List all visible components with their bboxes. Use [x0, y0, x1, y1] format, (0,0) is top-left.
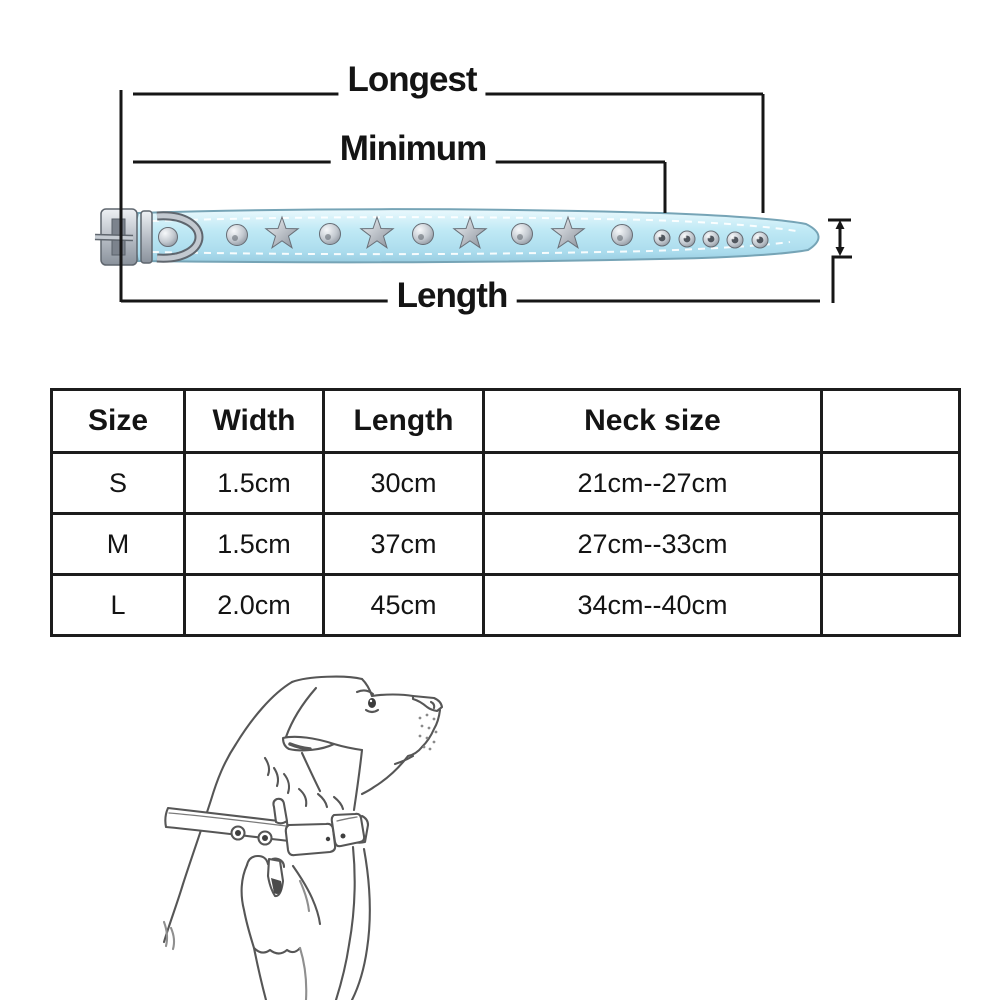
table-header-row — [52, 390, 960, 453]
cell-m-length: 37cm — [324, 514, 484, 575]
cell-s-width: 1.5cm — [185, 453, 324, 514]
cell-s-length: 30cm — [324, 453, 484, 514]
header-size: Size — [52, 390, 185, 453]
longest-label: Longest — [338, 61, 485, 100]
header-neck-size: Neck size — [484, 390, 822, 453]
header-width: Width — [185, 390, 324, 453]
cell-s-neck: 21cm--27cm — [484, 453, 822, 514]
header-length: Length — [324, 390, 484, 453]
dimension-lines — [121, 90, 852, 303]
cell-l-length: 45cm — [324, 575, 484, 636]
dog-sketch — [150, 650, 650, 1000]
table-row-m — [52, 514, 960, 575]
table-row-s — [52, 453, 960, 514]
size-table — [50, 388, 961, 637]
width-arrow — [828, 220, 852, 303]
cell-s-empty — [822, 453, 960, 514]
cell-l-width: 2.0cm — [185, 575, 324, 636]
length-label: Length — [388, 277, 517, 316]
table-row-l — [52, 575, 960, 636]
cell-l-neck: 34cm--40cm — [484, 575, 822, 636]
cell-m-neck: 27cm--33cm — [484, 514, 822, 575]
cell-m-size: M — [52, 514, 185, 575]
collar-photo — [95, 209, 819, 265]
cell-s-size: S — [52, 453, 185, 514]
minimum-label: Minimum — [331, 130, 496, 169]
header-empty — [822, 390, 960, 453]
cell-l-empty — [822, 575, 960, 636]
cell-l-size: L — [52, 575, 185, 636]
cell-m-width: 1.5cm — [185, 514, 324, 575]
cell-m-empty — [822, 514, 960, 575]
whisker-dots — [419, 714, 438, 751]
